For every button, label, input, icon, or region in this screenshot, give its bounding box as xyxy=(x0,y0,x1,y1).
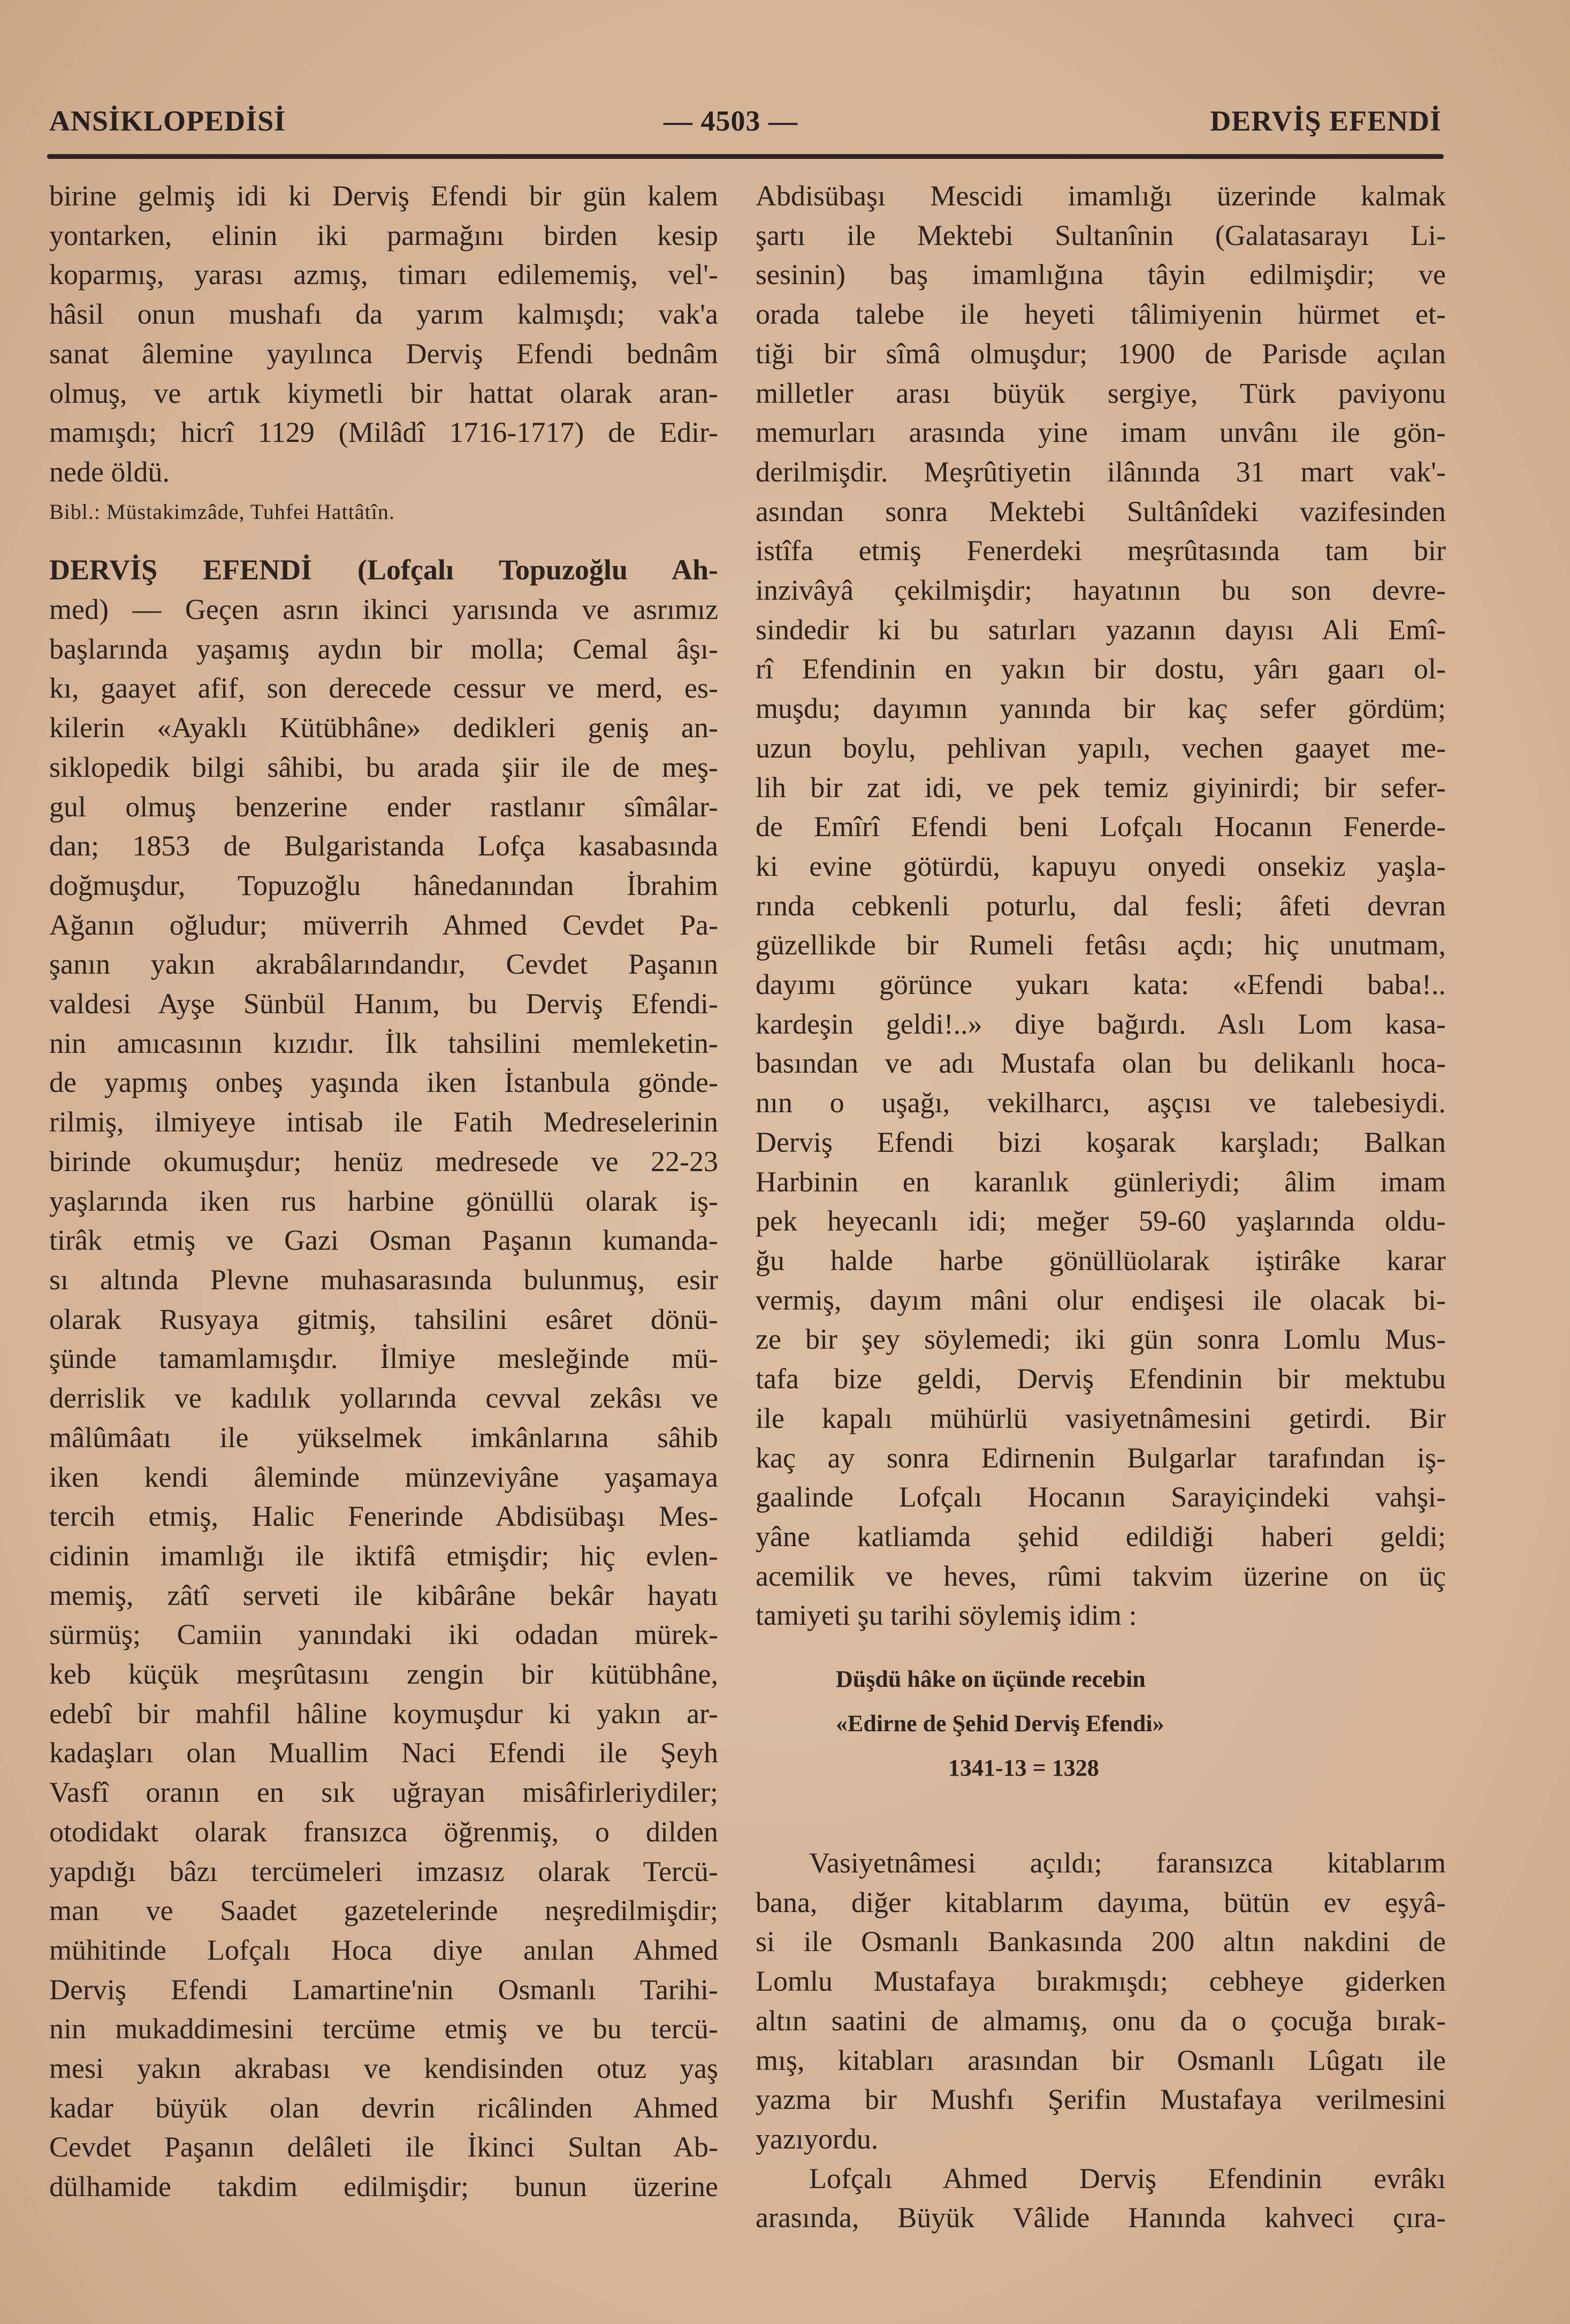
text-line: kadaşları olan Muallim Naci Efendi ile Şeyh xyxy=(49,1737,718,1769)
entry-heading: DERVİŞ EFENDİ (Lofçalı Topuzoğlu Ah- xyxy=(49,554,718,586)
text-line: tirâk etmiş ve Gazi Osman Paşanın kumanda- xyxy=(49,1224,718,1257)
text-line: de yapmış onbeş yaşında iken İstanbula gönde- xyxy=(49,1066,718,1099)
text-line: doğmuşdur, Topuzoğlu hânedanından İbrahim xyxy=(49,869,718,901)
text-line: gul olmuş benzerine ender rastlanır sîmâlar- xyxy=(49,790,718,823)
text-line: nede öldü. xyxy=(49,455,170,488)
text-line: rında cebkenli poturlu, dal fesli; âfeti devran xyxy=(756,889,1446,922)
text-line: mühitinde Lofçalı Hoca diye anılan Ahmed xyxy=(49,1933,718,1966)
text-line: uzun boylu, pehlivan yapılı, vechen gaayet me- xyxy=(756,731,1446,764)
text-line: birine gelmiş idi ki Derviş Efendi bir gün kalem xyxy=(49,180,718,212)
text-line: yaşlarında iken rus harbine gönüllü olarak iş- xyxy=(49,1184,718,1217)
text-line: Lofçalı Ahmed Derviş Efendinin evrâkı xyxy=(809,2162,1446,2195)
text-line: siklopedik bilgi sâhibi, bu arada şiir ile de meş- xyxy=(49,751,718,783)
text-line: asından sonra Mektebi Sultânîdeki vazifesinden xyxy=(756,495,1446,528)
text-line: orada talebe ile heyeti tâlimiyenin hürmet et- xyxy=(756,298,1446,331)
text-line: edebî bir mahfil hâline koymuşdur ki yakın ar- xyxy=(49,1697,718,1730)
text-line: nin amıcasının kızıdır. İlk tahsilini memleketin- xyxy=(49,1027,718,1059)
text-line: tamiyeti şu tarihi söylemiş idim : xyxy=(756,1599,1137,1632)
text-line: ile kapalı mühürlü vasiyetnâmesini getirdi. Bir xyxy=(756,1402,1446,1434)
text-line: şartı ile Mektebi Sultanînin (Galatasarayı Li- xyxy=(756,219,1446,251)
text-line: Vasiyetnâmesi açıldı; faransızca kitablarım xyxy=(809,1847,1446,1879)
text-line: istîfa etmiş Fenerdeki meşrûtasında tam bir xyxy=(756,534,1446,567)
paragraph-will xyxy=(756,1844,1446,2159)
text-line: kilerin «Ayaklı Kütübhâne» dedikleri geniş an- xyxy=(49,712,718,744)
text-line: vermiş, dayım mâni olur endişesi ile olacak bi- xyxy=(756,1283,1446,1316)
text-line: otodidakt olarak fransızca öğrenmiş, o dilden xyxy=(49,1815,718,1848)
text-line: acemilik ve heves, rûmi takvim üzerine on üç xyxy=(756,1559,1446,1592)
text-line: kı, gaayet afif, son derecede cessur ve merd, es- xyxy=(49,672,718,705)
verse-line: «Edirne de Şehid Derviş Efendi» xyxy=(836,1710,1164,1737)
text-line: sanat âlemine yayılınca Derviş Efendi bednâm xyxy=(49,337,718,370)
text-line: ki evine götürdü, kapuyu onyedi onsekiz yaşla- xyxy=(756,850,1446,882)
text-line: valdesi Ayşe Sünbül Hanım, bu Derviş Efendi- xyxy=(49,988,718,1020)
text-line: Abdisübaşı Mescidi imamlığı üzerinde kalmak xyxy=(756,180,1446,212)
text-line: derilmişdir. Meşrûtiyetin ilânında 31 mart vak'- xyxy=(756,455,1446,488)
text-line: Derviş Efendi Lamartine'nin Osmanlı Tarihi- xyxy=(49,1973,718,2006)
text-line: gaalinde Lofçalı Hocanın Sarayiçindeki vahşi- xyxy=(756,1481,1446,1513)
text-line: pek heyecanlı idi; meğer 59-60 yaşlarında oldu- xyxy=(756,1205,1446,1237)
text-line: yazıyordu. xyxy=(756,2122,879,2155)
text-line: iken kendi âleminde münzeviyâne yaşamaya xyxy=(49,1461,718,1493)
text-line: Vasfî oranın en sık uğrayan misâfirleriydiler; xyxy=(49,1776,718,1809)
text-line: ğu halde harbe gönüllüolarak iştirâke karar xyxy=(756,1244,1446,1276)
text-line: yâne katliamda şehid edildiği haberi geldi; xyxy=(756,1520,1446,1553)
text-line: mesi yakın akrabası ve kendisinden otuz yaş xyxy=(49,2052,718,2085)
text-line: yapdığı bâzı tercümeleri imzasız olarak Tercü- xyxy=(49,1855,718,1887)
bibliography: Bibl.: Müstakimzâde, Tuhfei Hattâtîn. xyxy=(49,499,395,524)
text-line: hâsil onun mushafı da yarım kalmışdı; vak'a xyxy=(49,298,718,331)
running-header-left: ANSİKLOPEDİSİ xyxy=(49,105,286,137)
verse-line: Düşdü hâke on üçünde recebin xyxy=(836,1666,1146,1693)
text-line: birinde okumuşdur; henüz medresede ve 22-23 xyxy=(49,1145,718,1178)
text-line: mamışdı; hicrî 1129 (Milâdî 1716-1717) de Edir- xyxy=(49,416,718,449)
text-line: tafa bize geldi, Derviş Efendinin bir mektubu xyxy=(756,1363,1446,1395)
text-line: olmuş, ve artık kiymetli bir hattat olarak aran- xyxy=(49,377,718,409)
text-line: basından ve adı Mustafa olan bu delikanlı hoca- xyxy=(756,1047,1446,1080)
text-line: lih bir zat idi, ve pek temiz giyinirdi; bir sefer- xyxy=(756,771,1446,804)
text-line: koparmış, yarası azmış, timarı edilememiş, vel'- xyxy=(49,258,718,291)
text-line: nın o uşağı, vekilharcı, aşçısı ve talebesiydi. xyxy=(756,1087,1446,1119)
text-line: dan; 1853 de Bulgaristanda Lofça kasabasında xyxy=(49,830,718,862)
text-line: rilmiş, ilmiyeye intisab ile Fatih Medreselerinin xyxy=(49,1106,718,1138)
text-line: yazma bir Mushfı Şerifin Mustafaya verilmesini xyxy=(756,2083,1446,2116)
text-line: de Emîrî Efendi beni Lofçalı Hocanın Fenerde- xyxy=(756,811,1446,843)
text-line: mâlûmâatı ile yükselmek imkânlarına sâhib xyxy=(49,1421,718,1454)
running-header-right: DERVİŞ EFENDİ xyxy=(1210,105,1442,137)
text-line: tiği bir sîmâ olmuşdur; 1900 de Parisde açılan xyxy=(756,337,1446,370)
text-line: keb küçük meşrûtasını zengin bir kütübhâne, xyxy=(49,1658,718,1691)
text-line: kaç ay sonra Edirnenin Bulgarlar tarafından iş- xyxy=(756,1441,1446,1474)
text-line: nin mukaddimesini tercüme etmiş ve bu tercü- xyxy=(49,2013,718,2045)
text-line: dayımı görünce yukarı kata: «Efendi baba!.. xyxy=(756,968,1446,1001)
paragraph-continuation xyxy=(49,177,718,492)
text-line: muşdu; dayımın yanında bir kaç sefer gördüm; xyxy=(756,692,1446,725)
text-line: inzivâyâ çekilmişdir; hayatının bu son devre- xyxy=(756,574,1446,607)
text-line: güzellikde bir Rumeli fetâsı açdı; hiç unutmam, xyxy=(756,929,1446,961)
text-line: dülhamide takdim edilmişdir; bunun üzerine xyxy=(49,2170,718,2203)
entry-body-continued xyxy=(756,177,1446,1635)
text-line: cidinin imamlığı ile iktifâ etmişdir; hiç evlen- xyxy=(49,1539,718,1572)
text-line: ze bir şey söylemedi; iki gün sonra Lomlu Mus- xyxy=(756,1323,1446,1356)
left-column xyxy=(49,177,718,2207)
text-line: kardeşin geldi!..» diye bağırdı. Aslı Lom kasa- xyxy=(756,1007,1446,1040)
text-line: Derviş Efendi bizi koşarak karşladı; Balkan xyxy=(756,1126,1446,1158)
text-line: Harbinin en karanlık günleriydi; âlim imam xyxy=(756,1165,1446,1198)
paragraph-documents xyxy=(756,2159,1446,2238)
text-line: sindedir ki bu satırları yazanın dayısı Ali Emî- xyxy=(756,613,1446,646)
text-line: yontarken, elinin iki parmağını birden kesip xyxy=(49,219,718,251)
text-line: sürmüş; Camiin yanındaki iki odadan mürek- xyxy=(49,1618,718,1651)
text-line: başlarında yaşamış aydın bir molla; Cemal âşı- xyxy=(49,632,718,665)
text-line: man ve Saadet gazetelerinde neşredilmişdir; xyxy=(49,1894,718,1927)
header-rule xyxy=(47,154,1444,159)
text-line: sı altında Plevne muhasarasında bulunmuş, esir xyxy=(49,1263,718,1296)
verse-block xyxy=(756,1657,1446,1790)
text-line: mış, kitabları arasından bir Osmanlı Lûgatı ile xyxy=(756,2044,1446,2076)
text-line: Cevdet Paşanın delâleti ile İkinci Sultan Ab- xyxy=(49,2131,718,2164)
verse-date: 1341-13 = 1328 xyxy=(948,1755,1099,1782)
text-line: rî Efendinin en yakın bir dostu, yârı gaarı ol- xyxy=(756,653,1446,685)
text-line: Ağanın oğludur; müverrih Ahmed Cevdet Pa- xyxy=(49,908,718,941)
text-line: memurları arasında yine imam unvânı ile gön- xyxy=(756,416,1446,449)
text-line: tercih etmiş, Halic Fenerinde Abdisübaşı Mes- xyxy=(49,1500,718,1533)
text-line: kadar büyük olan devrin ricâlinden Ahmed xyxy=(49,2091,718,2124)
text-line: şünde tamamlamışdır. İlmiye mesleğinde mü- xyxy=(49,1342,718,1375)
right-column xyxy=(756,177,1446,2238)
entry-body xyxy=(49,590,718,2207)
text-line: memiş, zâtî serveti ile kibârâne bekâr hayatı xyxy=(49,1579,718,1611)
page-number: — 4503 — xyxy=(664,105,798,137)
text-line: altın saatini de almamış, onu da o çocuğa bırak- xyxy=(756,2004,1446,2037)
text-line: derrislik ve kadılık yollarında cevval zekâsı ve xyxy=(49,1382,718,1415)
text-line: olarak Rusyaya gitmiş, tahsilini esâret dönü- xyxy=(49,1303,718,1335)
text-line: milletler arası büyük sergiye, Türk paviyonu xyxy=(756,377,1446,409)
text-line: şanın yakın akrabâlarındandır, Cevdet Paşanın xyxy=(49,948,718,981)
text-line: si ile Osmanlı Bankasında 200 altın nakdini de xyxy=(756,1925,1446,1958)
text-line: bana, diğer kitablarım dayıma, bütün ev eşyâ- xyxy=(756,1886,1446,1918)
text-line: med) — Geçen asrın ikinci yarısında ve asrımız xyxy=(49,593,718,626)
text-line: Lomlu Mustafaya bırakmışdı; cebheye giderken xyxy=(756,1965,1446,1998)
text-line: sesinin) baş imamlığına tâyin edilmişdir; ve xyxy=(756,258,1446,291)
text-line: arasında, Büyük Vâlide Hanında kahveci çıra- xyxy=(756,2201,1446,2234)
